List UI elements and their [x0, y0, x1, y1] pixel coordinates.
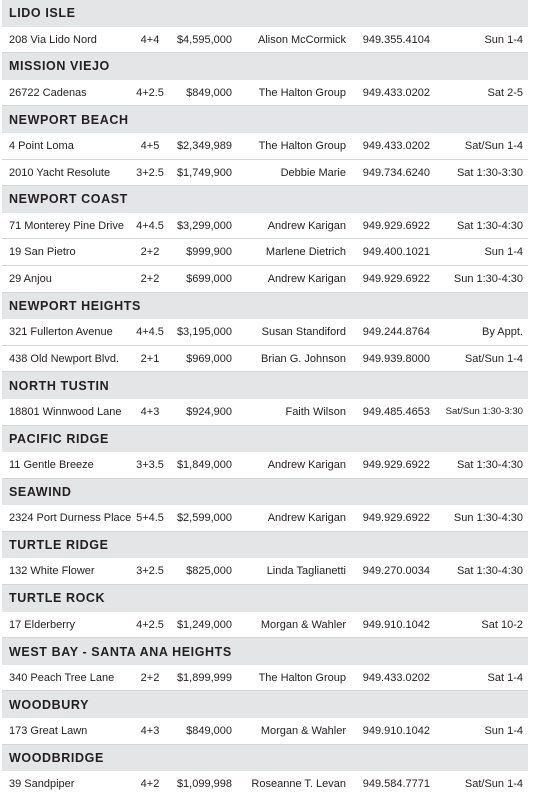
open-time-cell: Sat/Sun 1-4 [464, 778, 523, 791]
price-cell: $1,849,000 [176, 459, 232, 472]
phone-cell: 949.433.0202 [362, 86, 430, 99]
address-cell: 29 Anjou [9, 272, 52, 285]
beds-baths-cell: 2+2 [140, 272, 160, 285]
open-time-cell: Sat/Sun 1-4 [464, 139, 523, 152]
address-cell: 438 Old Newport Blvd. [9, 352, 120, 365]
listing-row [2, 27, 528, 54]
agent-cell: The Halton Group [258, 139, 346, 152]
listing-row [2, 239, 528, 266]
address-cell: 11 Gentle Breeze [9, 459, 94, 472]
open-time-cell: Sat 1:30-4:30 [456, 459, 523, 472]
section-header: WOODBRIDGE [2, 745, 528, 772]
section-header: SEAWIND [2, 479, 528, 506]
beds-baths-cell: 4+4 [140, 33, 160, 46]
open-time-cell: Sun 1:30-4:30 [453, 272, 523, 285]
beds-baths-cell: 4+2.5 [136, 86, 164, 99]
listing-row [2, 319, 528, 346]
agent-cell: Linda Taglianetti [266, 565, 346, 578]
listing-row [2, 505, 528, 532]
section-header: TURTLE ROCK [2, 585, 528, 612]
agent-cell: Andrew Karigan [267, 219, 346, 232]
phone-cell: 949.929.6922 [362, 272, 430, 285]
address-cell: 71 Monterey Pine Drive [9, 219, 124, 232]
section-header: NEWPORT COAST [2, 186, 528, 213]
open-time-cell: Sat 1-4 [487, 671, 523, 684]
agent-cell: Andrew Karigan [267, 512, 346, 525]
listing-row [2, 266, 528, 293]
address-cell: 26722 Cadenas [9, 86, 87, 99]
address-cell: 17 Elderberry [9, 618, 76, 631]
price-cell: $1,249,000 [176, 618, 232, 631]
beds-baths-cell: 3+2.5 [136, 166, 164, 179]
beds-baths-cell: 4+3 [140, 405, 160, 418]
agent-cell: Morgan & Wahler [260, 725, 346, 738]
section-header: MISSION VIEJO [2, 53, 528, 80]
address-cell: 208 Via Lido Nord [9, 33, 97, 46]
listing-row [2, 160, 528, 187]
beds-baths-cell: 3+2.5 [136, 565, 164, 578]
phone-cell: 949.929.6922 [362, 512, 430, 525]
open-time-cell: Sun 1-4 [484, 246, 523, 259]
agent-cell: Morgan & Wahler [260, 618, 346, 631]
price-cell: $969,000 [186, 352, 232, 365]
price-cell: $999,900 [186, 246, 232, 259]
price-cell: $4,595,000 [176, 33, 232, 46]
agent-cell: Susan Standiford [261, 326, 346, 339]
section-header: LIDO ISLE [2, 0, 528, 27]
price-cell: $924,900 [186, 405, 232, 418]
phone-cell: 949.910.1042 [362, 725, 430, 738]
beds-baths-cell: 4+4.5 [136, 219, 164, 232]
address-cell: 4 Point Loma [9, 139, 74, 152]
open-time-cell: Sat 10-2 [481, 618, 523, 631]
price-cell: $825,000 [186, 565, 232, 578]
agent-cell: Andrew Karigan [267, 459, 346, 472]
section-header: NEWPORT BEACH [2, 106, 528, 133]
phone-cell: 949.485.4653 [362, 405, 430, 418]
listing-row [2, 452, 528, 479]
section-header: PACIFIC RIDGE [2, 426, 528, 453]
listing-row [2, 718, 528, 745]
agent-cell: The Halton Group [258, 671, 346, 684]
price-cell: $1,899,999 [176, 671, 232, 684]
agent-cell: Debbie Marie [280, 166, 346, 179]
open-house-listings [2, 0, 528, 798]
open-time-cell: Sat 2-5 [487, 86, 523, 99]
price-cell: $3,299,000 [176, 219, 232, 232]
section-header: NEWPORT HEIGHTS [2, 293, 528, 320]
phone-cell: 949.584.7771 [362, 778, 430, 791]
beds-baths-cell: 4+2.5 [136, 618, 164, 631]
address-cell: 18801 Winnwood Lane [9, 405, 122, 418]
address-cell: 19 San Pietro [9, 246, 76, 259]
open-time-cell: Sun 1-4 [484, 725, 523, 738]
phone-cell: 949.433.0202 [362, 671, 430, 684]
section-header: NORTH TUSTIN [2, 372, 528, 399]
price-cell: $1,099,998 [176, 778, 232, 791]
section-header: WEST BAY - SANTA ANA HEIGHTS [2, 638, 528, 665]
price-cell: $2,599,000 [176, 512, 232, 525]
beds-baths-cell: 2+2 [140, 246, 160, 259]
beds-baths-cell: 5+4.5 [136, 512, 164, 525]
listing-row [2, 80, 528, 107]
section-header: TURTLE RIDGE [2, 532, 528, 559]
listing-row [2, 346, 528, 373]
address-cell: 39 Sandpiper [9, 778, 75, 791]
address-cell: 340 Peach Tree Lane [9, 671, 115, 684]
listing-row [2, 213, 528, 240]
phone-cell: 949.929.6922 [362, 219, 430, 232]
phone-cell: 949.400.1021 [362, 246, 430, 259]
beds-baths-cell: 4+5 [140, 139, 160, 152]
open-time-cell: Sat 1:30-4:30 [456, 219, 523, 232]
listing-row [2, 771, 528, 798]
address-cell: 2324 Port Durness Place [9, 512, 132, 525]
phone-cell: 949.270.0034 [362, 565, 430, 578]
agent-cell: The Halton Group [258, 86, 346, 99]
price-cell: $2,349,989 [176, 139, 232, 152]
beds-baths-cell: 2+2 [140, 671, 160, 684]
address-cell: 173 Great Lawn [9, 725, 88, 738]
price-cell: $699,000 [186, 272, 232, 285]
address-cell: 321 Fullerton Avenue [9, 326, 113, 339]
phone-cell: 949.939.8000 [362, 352, 430, 365]
agent-cell: Brian G. Johnson [261, 352, 346, 365]
price-cell: $849,000 [186, 86, 232, 99]
listing-row [2, 399, 528, 426]
open-time-cell: Sun 1:30-4:30 [453, 512, 523, 525]
address-cell: 2010 Yacht Resolute [9, 166, 111, 179]
phone-cell: 949.734.6240 [362, 166, 430, 179]
agent-cell: Alison McCormick [257, 33, 346, 46]
price-cell: $1,749,900 [176, 166, 232, 179]
phone-cell: 949.433.0202 [362, 139, 430, 152]
agent-cell: Roseanne T. Levan [251, 778, 346, 791]
price-cell: $3,195,000 [176, 326, 232, 339]
listing-row [2, 133, 528, 160]
listing-row [2, 665, 528, 692]
beds-baths-cell: 3+3.5 [136, 459, 164, 472]
open-time-cell: Sat 1:30-4:30 [456, 565, 523, 578]
agent-cell: Marlene Dietrich [265, 246, 346, 259]
phone-cell: 949.929.6922 [362, 459, 430, 472]
open-time-cell: By Appt. [482, 326, 523, 339]
beds-baths-cell: 4+4.5 [136, 326, 164, 339]
phone-cell: 949.910.1042 [362, 618, 430, 631]
agent-cell: Faith Wilson [285, 405, 346, 418]
beds-baths-cell: 2+1 [140, 352, 160, 365]
section-header: WOODBURY [2, 691, 528, 718]
phone-cell: 949.355.4104 [362, 33, 430, 46]
listing-row [2, 612, 528, 639]
beds-baths-cell: 4+3 [140, 725, 160, 738]
open-time-cell: Sat 1:30-3:30 [456, 166, 523, 179]
address-cell: 132 White Flower [9, 565, 95, 578]
open-time-cell: Sat/Sun 1:30-3:30 [445, 405, 523, 417]
open-time-cell: Sun 1-4 [484, 33, 523, 46]
beds-baths-cell: 4+2 [140, 778, 160, 791]
open-time-cell: Sat/Sun 1-4 [464, 352, 523, 365]
phone-cell: 949.244.8764 [362, 326, 430, 339]
agent-cell: Andrew Karigan [267, 272, 346, 285]
listing-row [2, 558, 528, 585]
price-cell: $849,000 [186, 725, 232, 738]
